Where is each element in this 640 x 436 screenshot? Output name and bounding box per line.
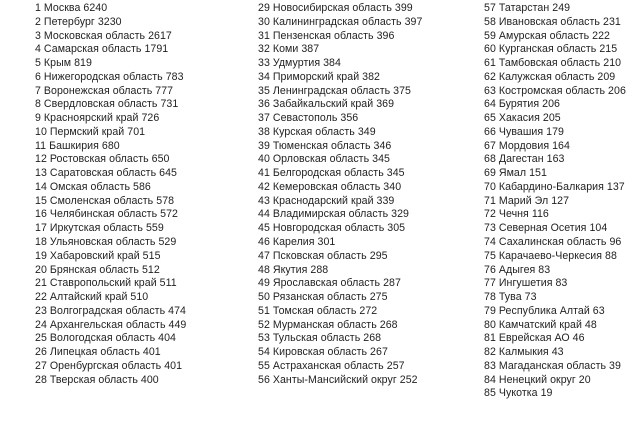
ranking-row: 72 Чечня 116 [484,208,549,221]
ranking-row: 20 Брянская область 512 [35,263,160,276]
ranking-row: 71 Марий Эл 127 [484,194,570,207]
ranking-row: 58 Ивановская область 231 [484,15,621,28]
ranking-row: 19 Хабаровский край 515 [35,249,161,262]
ranking-row: 79 Республика Алтай 63 [484,304,605,317]
ranking-row: 23 Волгоградская область 474 [35,304,186,317]
ranking-row: 31 Пензенская область 396 [258,29,395,42]
ranking-row: 18 Ульяновская область 529 [35,236,177,249]
ranking-row: 69 Ямал 151 [484,167,547,180]
ranking-row: 48 Якутия 288 [258,263,329,276]
ranking-row: 3 Московская область 2617 [35,29,172,42]
ranking-row: 34 Приморский край 382 [258,70,380,83]
ranking-row: 84 Ненецкий округ 20 [484,373,591,386]
ranking-row: 51 Томская область 272 [258,304,378,317]
ranking-row: 27 Оренбургская область 401 [35,359,183,372]
ranking-row: 85 Чукотка 19 [484,387,553,400]
ranking-column-1 [35,2,186,387]
ranking-row: 83 Магаданская область 39 [484,359,621,372]
ranking-row: 15 Смоленская область 578 [35,194,175,207]
ranking-row: 14 Омская область 586 [35,180,151,193]
ranking-row: 37 Севастополь 356 [258,112,359,125]
ranking-row: 24 Архангельская область 449 [35,318,187,331]
ranking-row: 7 Воронежская область 777 [35,84,174,97]
ranking-row: 46 Карелия 301 [258,236,336,249]
ranking-row: 73 Северная Осетия 104 [484,222,608,235]
ranking-row: 4 Самарская область 1791 [35,43,169,56]
ranking-row: 56 Ханты-Мансийский округ 252 [258,373,418,386]
ranking-row: 43 Краснодарский край 339 [258,194,395,207]
ranking-row: 25 Вологодская область 404 [35,332,176,345]
ranking-column-3 [484,2,626,401]
ranking-row: 8 Свердловская область 731 [35,98,179,111]
ranking-row: 6 Нижегородская область 783 [35,70,184,83]
ranking-row: 35 Ленинградская область 375 [258,84,411,97]
ranking-row: 45 Новгородская область 305 [258,222,406,235]
ranking-row: 67 Мордовия 164 [484,139,570,152]
ranking-row: 41 Белгородская область 345 [258,167,405,180]
ranking-row: 28 Тверская область 400 [35,373,159,386]
ranking-row: 17 Иркутская область 559 [35,222,164,235]
ranking-row: 64 Бурятия 206 [484,98,560,111]
ranking-row: 53 Тульская область 268 [258,332,382,345]
ranking-row: 76 Адыгея 83 [484,263,551,276]
ranking-row: 75 Карачаево-Черкесия 88 [484,249,617,262]
ranking-row: 30 Калининградская область 397 [258,15,423,28]
ranking-row: 33 Удмуртия 384 [258,57,341,70]
ranking-row: 47 Псковская область 295 [258,249,388,262]
ranking-row: 32 Коми 387 [258,43,320,56]
ranking-row: 12 Ростовская область 650 [35,153,170,166]
ranking-row: 9 Красноярский край 726 [35,112,160,125]
ranking-row: 10 Пермский край 701 [35,125,146,138]
ranking-row: 13 Саратовская область 645 [35,167,177,180]
ranking-row: 39 Тюменская область 346 [258,139,392,152]
ranking-row: 66 Чувашия 179 [484,125,564,138]
ranking-row: 68 Дагестан 163 [484,153,565,166]
ranking-row: 54 Кировская область 267 [258,346,388,359]
ranking-row: 61 Тамбовская область 210 [484,57,622,70]
ranking-row: 22 Алтайский край 510 [35,291,149,304]
ranking-row: 62 Калужская область 209 [484,70,616,83]
ranking-row: 82 Калмыкия 43 [484,346,564,359]
ranking-row: 60 Курганская область 215 [484,43,618,56]
ranking-row: 5 Крым 819 [35,57,92,70]
ranking-row: 16 Челябинская область 572 [35,208,178,221]
ranking-row: 70 Кабардино-Балкария 137 [484,180,625,193]
ranking-row: 81 Еврейская АО 46 [484,332,585,345]
ranking-row: 59 Амурская область 222 [484,29,610,42]
ranking-row: 26 Липецкая область 401 [35,346,161,359]
ranking-row: 74 Сахалинская область 96 [484,236,622,249]
ranking-row: 11 Башкирия 680 [35,139,120,152]
ranking-row: 57 Татарстан 249 [484,2,571,14]
ranking-row: 42 Кемеровская область 340 [258,180,402,193]
ranking-row: 29 Новосибирская область 399 [258,2,413,14]
ranking-row: 40 Орловская область 345 [258,153,390,166]
ranking-row: 21 Ставропольский край 511 [35,277,177,290]
ranking-row: 44 Владимирская область 329 [258,208,409,221]
ranking-row: 78 Тува 73 [484,291,537,304]
ranking-row: 55 Астраханская область 257 [258,359,405,372]
ranking-row: 77 Ингушетия 83 [484,277,568,290]
ranking-row: 50 Рязанская область 275 [258,291,388,304]
ranking-row: 1 Москва 6240 [35,2,108,14]
ranking-row: 65 Хакасия 205 [484,112,561,125]
ranking-row: 36 Забайкальский край 369 [258,98,395,111]
ranking-row: 49 Ярославская область 287 [258,277,401,290]
ranking-row: 63 Костромская область 206 [484,84,626,97]
ranking-column-2 [258,2,422,387]
ranking-row: 52 Мурманская область 268 [258,318,398,331]
ranking-row: 38 Курская область 349 [258,125,376,138]
ranking-row: 2 Петербург 3230 [35,15,122,28]
ranking-row: 80 Камчатский край 48 [484,318,597,331]
